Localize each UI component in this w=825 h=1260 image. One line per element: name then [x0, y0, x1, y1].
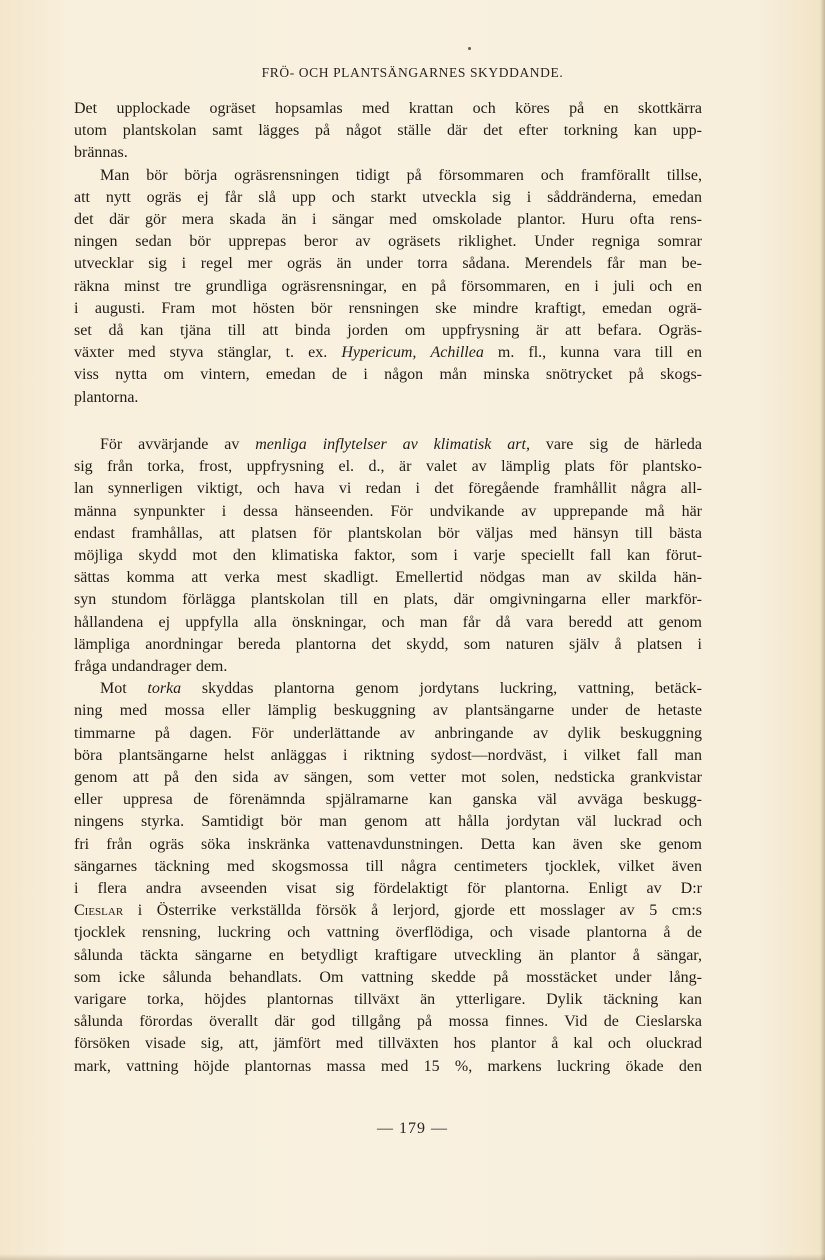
text-line: räkna minst tre grundliga ogräsrensningar, en på försommaren, en i juli och en — [74, 277, 702, 295]
text-line: sättas komma att verka mest skadligt. Emellertid nödgas man av skilda hän- — [74, 569, 702, 587]
text-line: lan synnerligen viktigt, och hava vi redan i det föregående framhållit några all- — [74, 480, 702, 498]
text-run: För avvärjande av — [100, 436, 256, 453]
text-line: möjliga skydd mot den klimatiska faktor, som i varje speciellt fall kan förut- — [74, 547, 702, 565]
text-line: Man bör börja ogräsrensningen tidigt på försommaren och framförallt tillse, — [100, 166, 702, 184]
text-line: viss nytta om vintern, emedan de i någon mån minska snötrycket på skogs- — [74, 366, 702, 384]
text-line: i augusti. Fram mot hösten bör rensningen ske mindre kraftigt, emedan ogrä- — [74, 299, 702, 317]
text-line: varigare torka, höjdes plantornas tillväxt än ytterligare. Dylik täckning kan — [74, 991, 702, 1009]
italic-term: torka — [147, 680, 182, 698]
text-line: utvecklar sig i regel mer ogräs än under torra sådana. Merendels får man be- — [74, 255, 702, 273]
text-line: sålunda förordas överallt där god tillgång på mossa finnes. Vid de Cieslarska — [74, 1013, 702, 1031]
text-line: som icke sålunda behandlats. Om vattning skedde på mosstäcket under lång- — [74, 968, 702, 986]
page-edge-shadow-bottom — [0, 1254, 825, 1260]
text-line: sig från torka, frost, uppfrysning el. d., är valet av lämplig plats för plantsko- — [74, 458, 702, 476]
text-line: utom plantskolan samt lägges på något ställe där det efter torkning kan upp- — [74, 122, 702, 140]
text-line: sängarnes täckning med skogsmossa till några centimeters tjocklek, vilket även — [74, 857, 702, 875]
text-line: fråga undandrager dem. — [74, 658, 228, 676]
italic-term: Achillea — [430, 344, 484, 362]
text-line: endast framhållas, att platsen för plantskolan bör väljas med hänsyn till bästa — [74, 524, 702, 542]
italic-term: Hypericum, — [341, 344, 417, 362]
text-run: m. fl., kunna vara till en — [483, 344, 702, 362]
text-line-mixed — [74, 434, 702, 456]
text-line: ning med mossa eller lämplig beskuggning av plantsängarne under de hetaste — [74, 702, 702, 720]
paragraph-block-climate — [74, 434, 702, 1078]
text-line-mixed — [74, 900, 702, 922]
text-line: eller uppresa de förenämnda spjälramarne kan ganska väl avväga beskugg- — [74, 791, 702, 809]
italic-phrase: menliga inflytelser av klimatisk art, — [255, 436, 530, 453]
text-line: tjocklek rensning, luckring och vattning överflödiga, och visade plantorna å de — [74, 924, 702, 942]
text-line: mark, vattning höjde plantornas massa med 15 %, markens luckring ökade den — [74, 1057, 702, 1075]
text-line: det där gör mera skada än i sängar med omskolade plantor. Huru ofta rens- — [74, 211, 702, 229]
text-line: genom att på den sida av sängen, som vetter mot solen, nedsticka grankvistar — [74, 769, 702, 787]
text-line: ningens styrka. Samtidigt bör man genom att hålla jordytan väl luckrad och — [74, 813, 702, 831]
text-line: Det upplockade ogräset hopsamlas med krattan och köres på en skottkärra — [74, 100, 702, 117]
text-run: Mot — [100, 680, 148, 698]
paragraph-block-weeding — [74, 98, 702, 409]
text-line: försöken visade sig, att, jämfört med tillväxten hos plantor å kal och oluckrad — [74, 1035, 702, 1053]
print-speck — [468, 47, 471, 50]
text-run: i Österrike verkställda försök å lerjord, gjorde ett mosslager av 5 cm:s — [123, 902, 702, 920]
page-edge-shadow — [820, 0, 825, 1260]
text-line: set då kan tjäna till att binda jorden om uppfrysning är att befara. Ogräs- — [74, 322, 702, 340]
text-line: timmarne på dagen. För underlättande av anbringande av dylik beskuggning — [74, 724, 702, 742]
text-line: böra plantsängarne helst anläggas i riktning sydost—nordväst, i vilket fall man — [74, 746, 702, 764]
text-line: plantorna. — [74, 388, 139, 406]
text-line: brännas. — [74, 144, 128, 162]
author-name: Cieslar — [74, 902, 124, 920]
text-line: syn stundom förlägga plantskolan till en plats, där omgivningarna eller markför- — [74, 591, 702, 609]
text-run: växter med styva stänglar, t. ex. — [74, 344, 342, 362]
text-line: hållandena ej uppfylla alla önskningar, och man får då vara beredd att genom — [74, 613, 702, 631]
text-line: ningen sedan bör upprepas beror av ogräsets riklighet. Under regniga somrar — [74, 233, 702, 251]
text-line: fri från ogräs söka inskränka vattenavdunstningen. Detta kan även ske genom — [74, 835, 702, 853]
text-line: männa synpunkter i dessa hänseenden. För undvikande av upprepande må här — [74, 502, 702, 520]
text-line-mixed — [74, 342, 702, 364]
running-title: FRÖ- OCH PLANTSÄNGARNES SKYDDANDE. — [261, 65, 564, 80]
text-run: skyddas plantorna genom jordytans luckring, vattning, betäck- — [181, 680, 702, 698]
text-line-mixed — [74, 678, 702, 700]
page-number: — 179 — — [377, 1120, 448, 1137]
text-line: lämpliga anordningar bereda plantorna det skydd, som naturen själv å platsen i — [74, 635, 702, 653]
text-line: att nytt ogräs ej får slå upp och starkt utveckla sig i såddränderna, emedan — [74, 188, 702, 206]
text-line: i flera andra avseenden visat sig fördelaktigt för plantorna. Enligt av D:r — [74, 880, 702, 898]
text-run: vare sig de härleda — [529, 436, 702, 453]
text-line: sålunda täckta sängarne en betydligt kraftigare utveckling än plantor å sängar, — [74, 946, 702, 964]
